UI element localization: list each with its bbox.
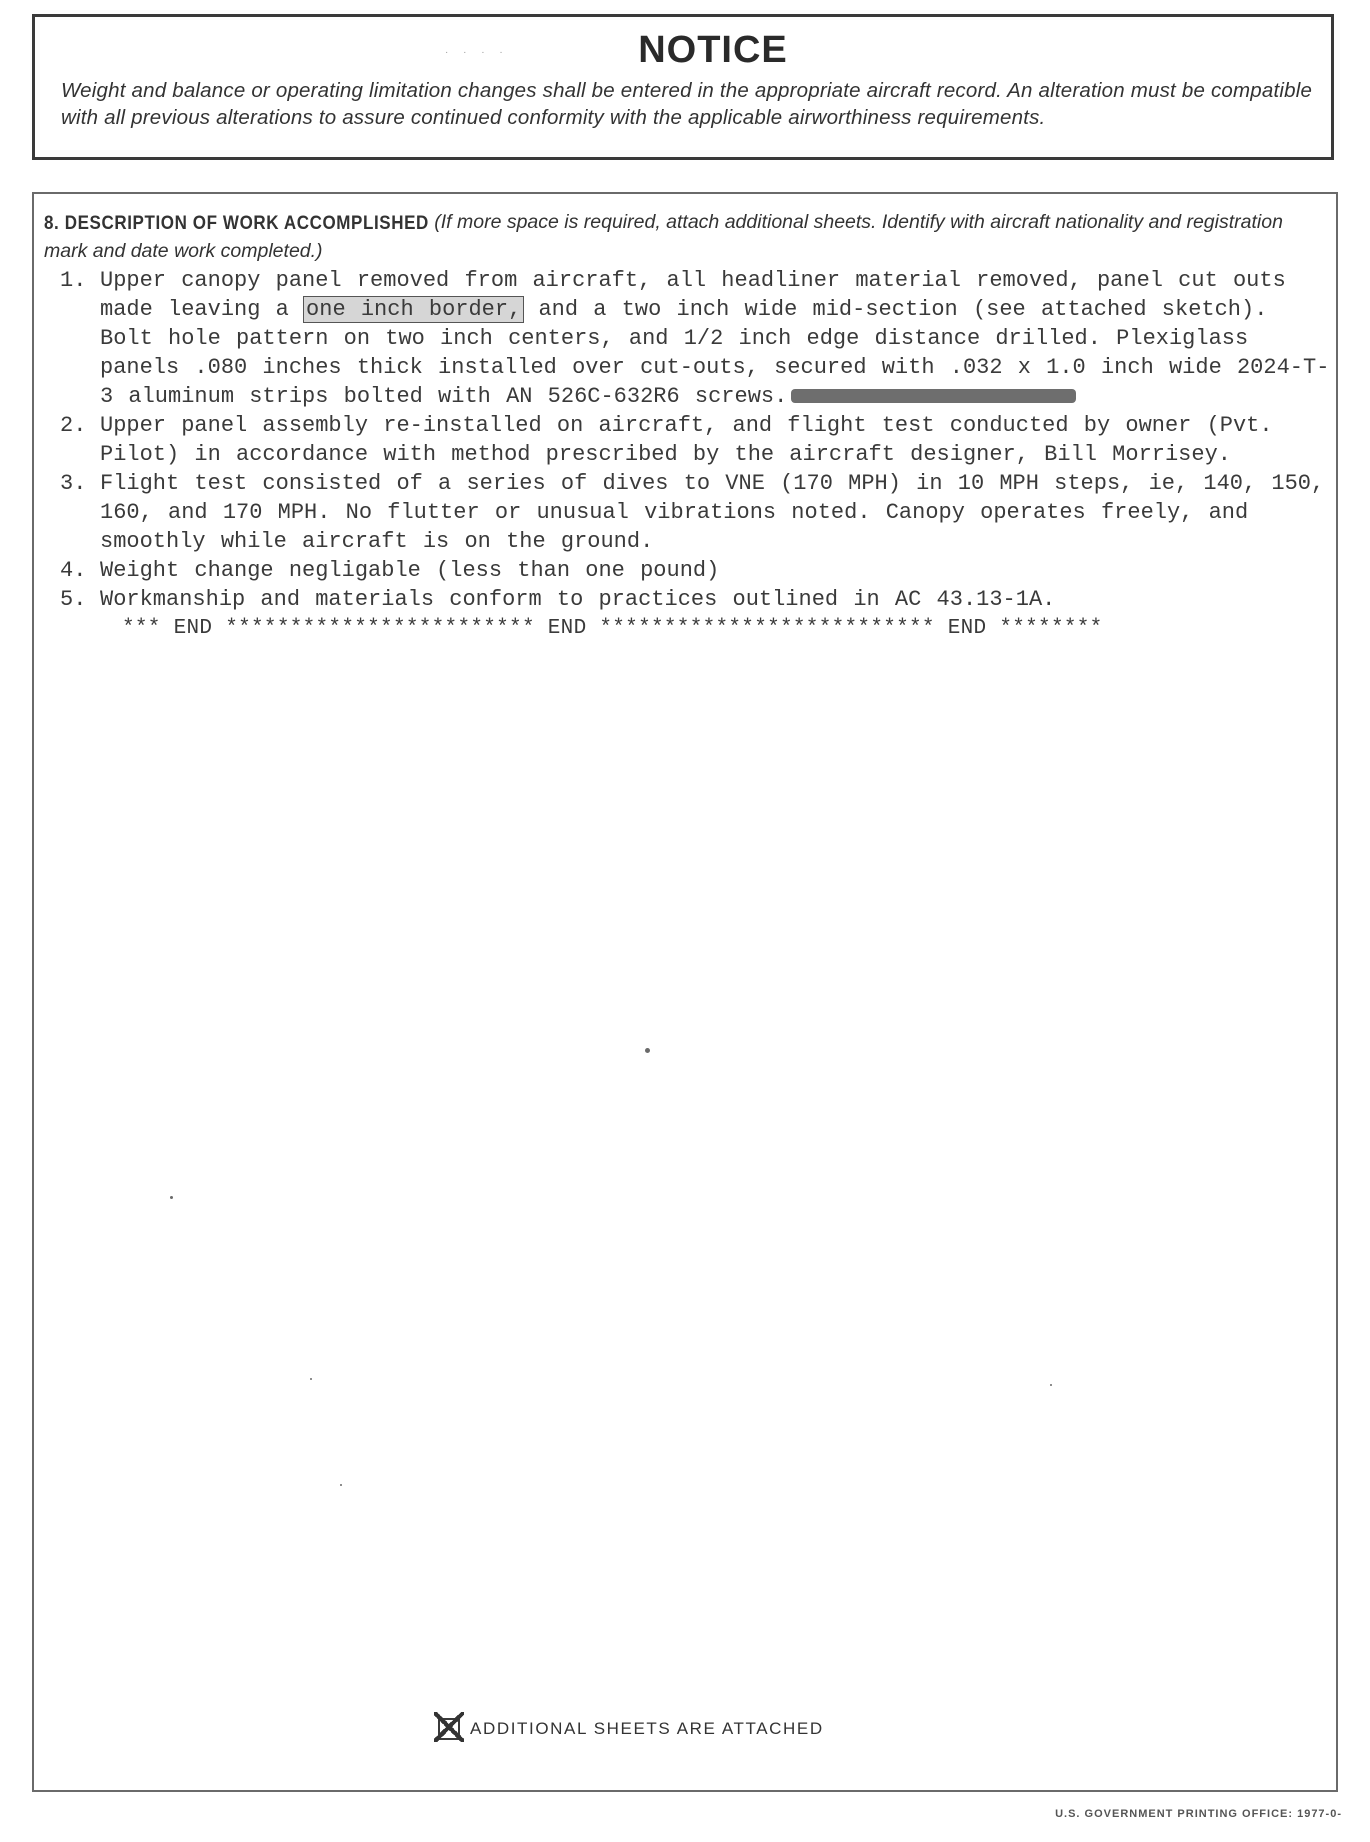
print-smudge: · · · · xyxy=(445,47,509,58)
scan-speck xyxy=(310,1378,312,1380)
work-description-box xyxy=(32,192,1338,1792)
work-item xyxy=(60,469,1330,556)
printing-office-line: U.S. GOVERNMENT PRINTING OFFICE: 1977-0- xyxy=(1055,1808,1342,1820)
attached-sheets-row xyxy=(438,1718,824,1740)
end-line: *** END ************************ END ************************** END ******** xyxy=(122,617,1103,640)
attached-label: ADDITIONAL SHEETS ARE ATTACHED xyxy=(470,1719,824,1738)
section-label: 8. DESCRIPTION OF WORK ACCOMPLISHED xyxy=(44,211,429,234)
work-items xyxy=(60,266,1330,643)
section-heading xyxy=(44,208,1324,266)
notice-title: NOTICE xyxy=(638,29,788,71)
scan-speck xyxy=(1050,1384,1052,1386)
item-text: Weight change negligable (less than one pound) xyxy=(100,558,720,583)
item-number: 1. xyxy=(60,268,87,293)
scan-speck xyxy=(645,1048,650,1053)
item-number: 5. xyxy=(60,587,87,612)
item-number: 3. xyxy=(60,471,87,496)
highlighted-text: one inch border, xyxy=(306,297,522,322)
scan-speck xyxy=(170,1196,173,1199)
work-item xyxy=(60,411,1330,469)
item-text: Upper panel assembly re-installed on aircraft, and flight test conducted by owner (Pvt. Pilot) in accordance with method prescribed by the aircraft designer, Bill Morrisey. xyxy=(100,413,1273,467)
work-item xyxy=(60,556,1330,585)
notice-text: Weight and balance or operating limitation changes shall be entered in the appropriate aircraft record. An alteration must be compatible with all previous alterations to assure continued conformity with the applicable airworthiness requirements. xyxy=(61,79,1313,129)
item-text: Flight test consisted of a series of dives to VNE (170 MPH) in 10 MPH steps, ie, 140, 150, 160, and 170 MPH. No flutter or unusual vibrations noted. Canopy operates freely, and smoothly while aircraft is on the ground. xyxy=(100,471,1325,554)
section-instruction: (If more space is required, attach additional sheets. Identify with aircraft nationality and registration mark and date work completed.) xyxy=(44,211,1283,262)
item-text xyxy=(100,266,1330,411)
redaction-mark xyxy=(791,389,1076,403)
notice-box xyxy=(32,14,1334,160)
work-item xyxy=(60,266,1330,411)
item-text-part: Upper canopy panel removed from aircraft, all headliner material removed, panel cut outs made leaving a xyxy=(100,268,1286,322)
scan-speck xyxy=(340,1484,342,1486)
item-number: 2. xyxy=(60,413,87,438)
item-text: Workmanship and materials conform to practices outlined in AC 43.13-1A. xyxy=(100,587,1056,612)
attached-checkbox[interactable] xyxy=(438,1718,460,1740)
item-number: 4. xyxy=(60,558,87,583)
item-text-part: and a two inch wide mid-section (see attached sketch). Bolt hole pattern on two inch centers, and 1/2 inch edge distance drilled. Plexiglass panels .080 inches thick installed over cut-outs, secured with .032 x 1.0 inch wide 2024-T-3 aluminum strips bolted with AN 526C-632R6 screws. xyxy=(100,297,1330,409)
work-item xyxy=(60,585,1330,614)
